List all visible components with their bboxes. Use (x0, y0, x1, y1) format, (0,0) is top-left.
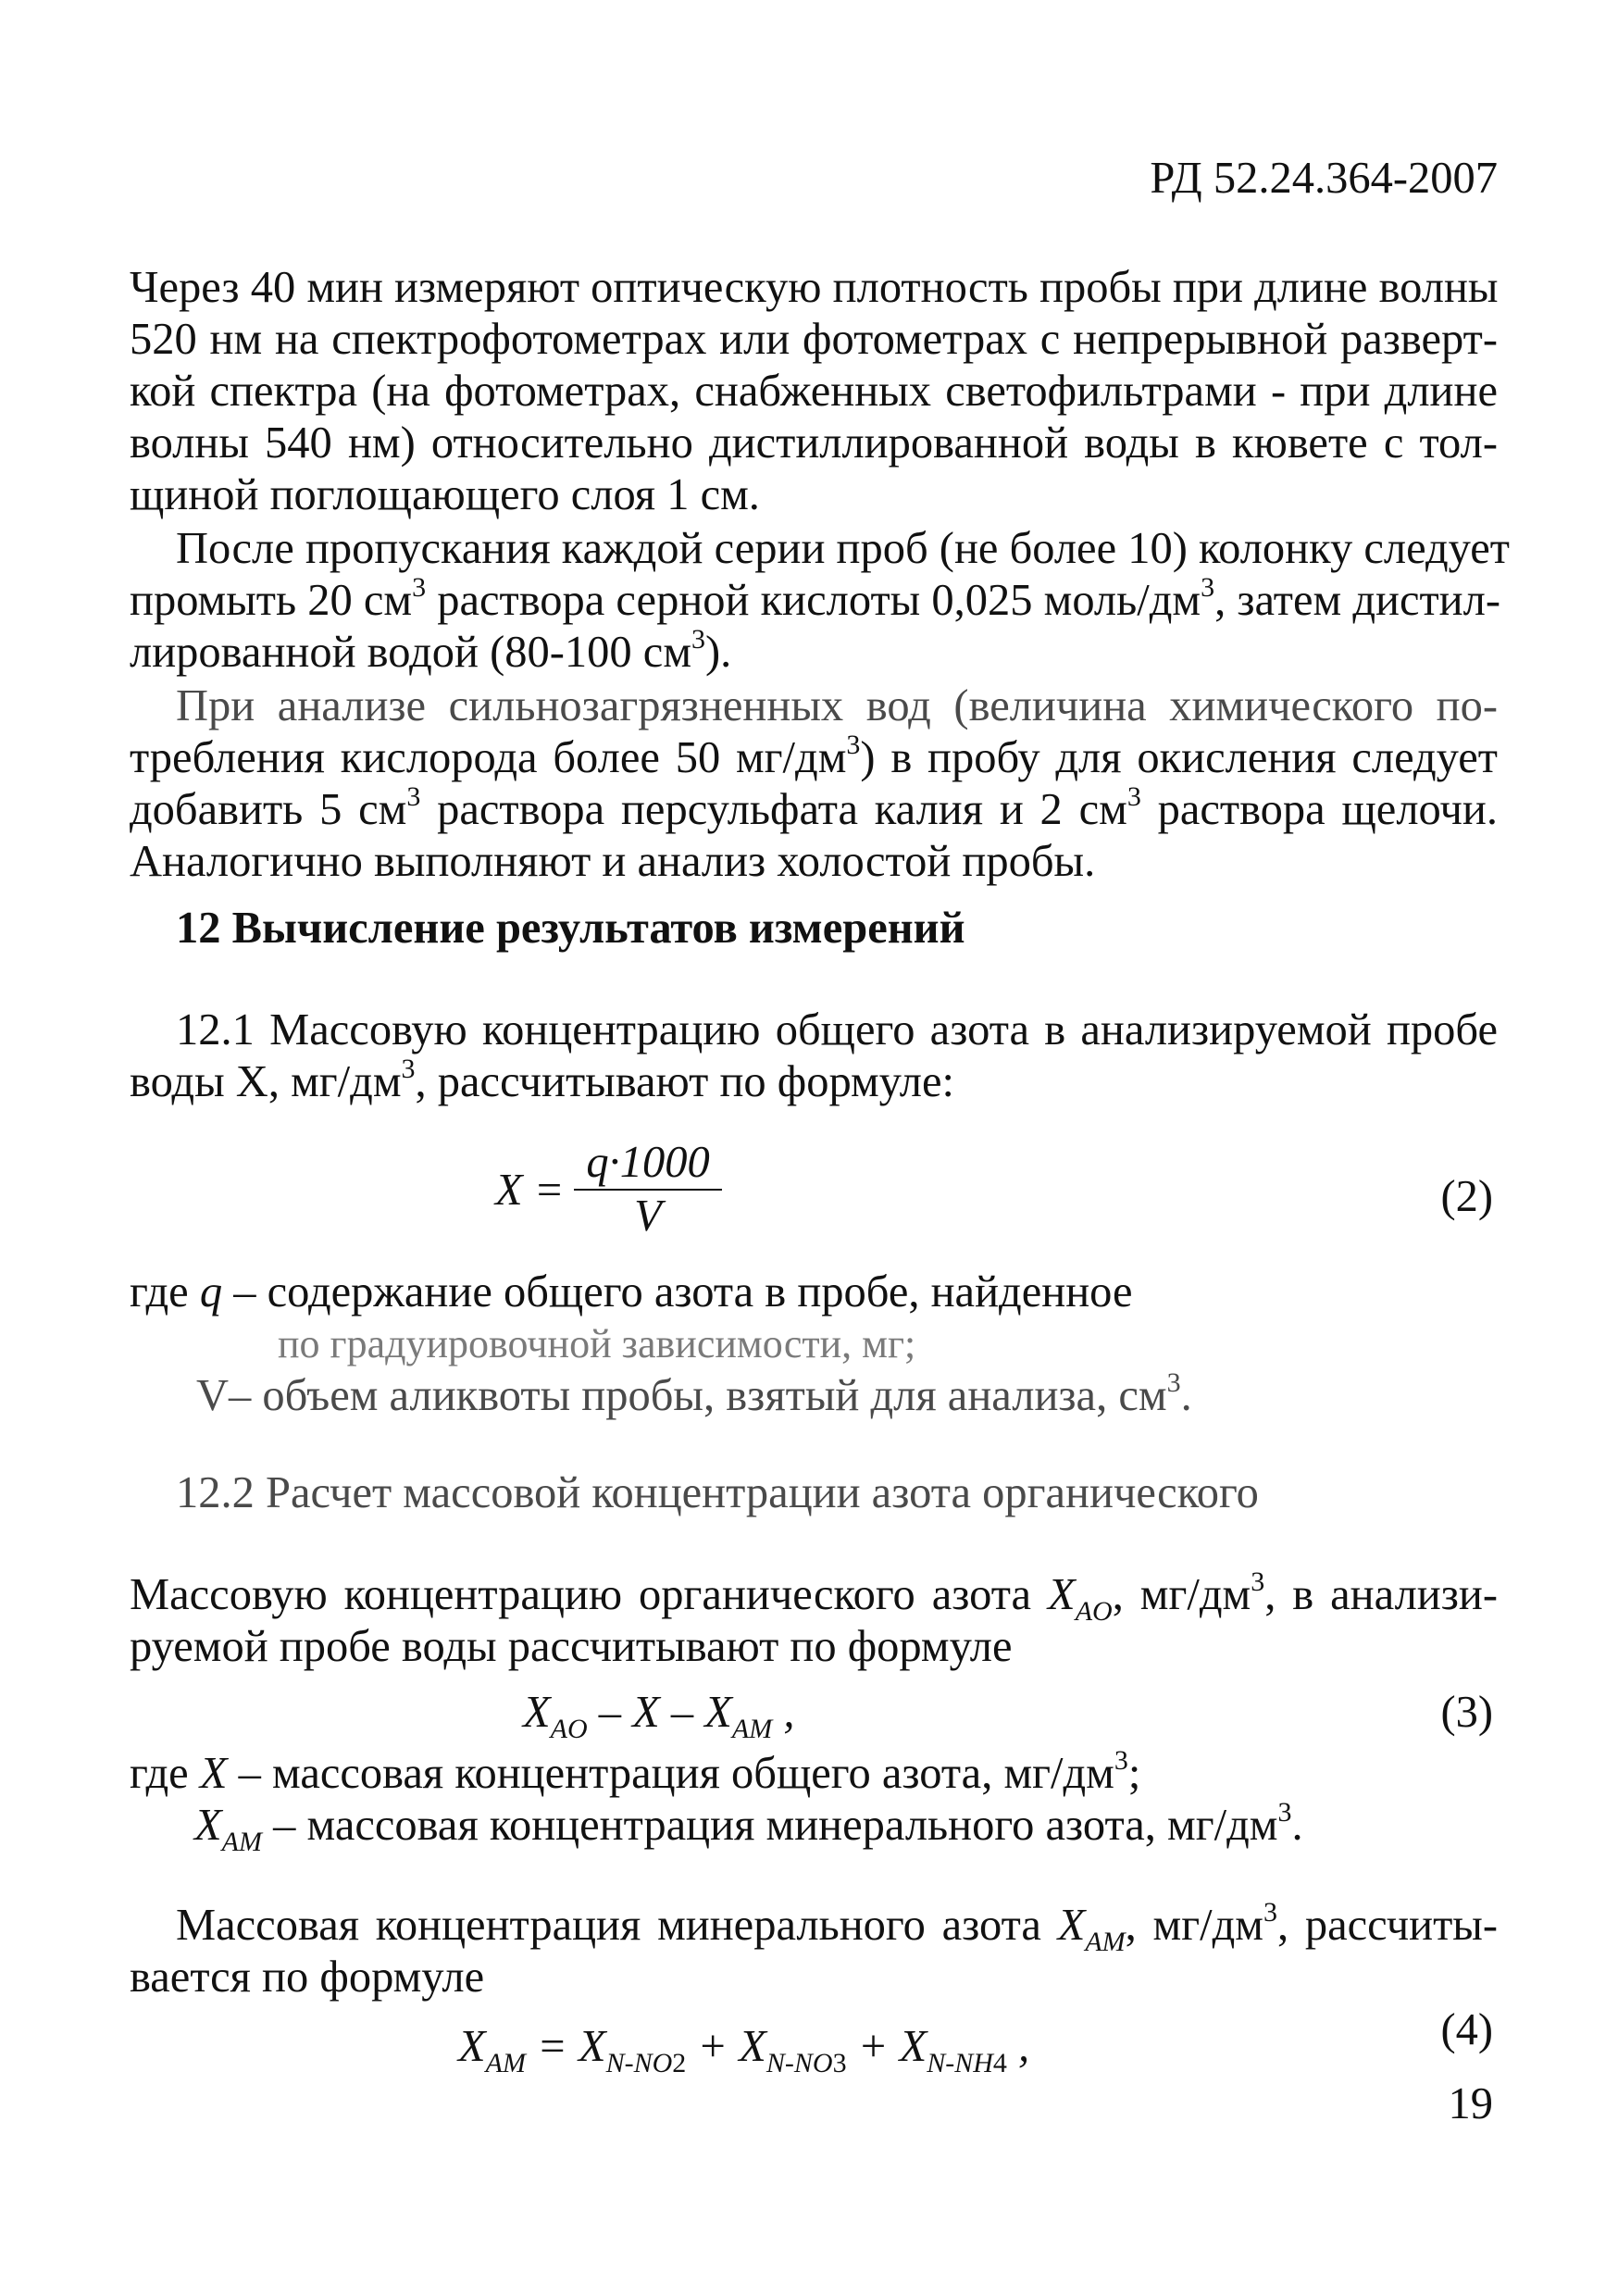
paragraph-line: кой спектра (на фотометрах, снабженных светофильтрами - при длине (130, 367, 1498, 416)
equation-number: (3) (1440, 1688, 1493, 1737)
where-line: где X – массовая концентрация общего азота, $мг/дм^3$; (130, 1745, 1141, 1798)
paragraph-line: 520 нм на спектрофотометрах или фотометрах с непрерывной разверт- (130, 315, 1498, 364)
paragraph-line: промыть 20 $см^3$ раствора серной кислоты 0,025 моль/$дм^3$, затем дистил- (130, 572, 1500, 625)
equation-number: (4) (1440, 2005, 1493, 2054)
page-number: 19 (1448, 2079, 1493, 2128)
paragraph-line: волны 540 нм) относительно дистиллированной воды в кювете с тол- (130, 418, 1498, 468)
paragraph-line: вается по формуле (130, 1953, 485, 2002)
paragraph-line: требления кислорода более 50 $мг/дм^3$) в пробу для окисления следует (130, 730, 1498, 782)
equation-number: (2) (1440, 1172, 1493, 1221)
document-code: РД 52.24.364-2007 (1150, 154, 1498, 203)
formula-2-denominator: V (634, 1192, 662, 1241)
formula-2-lhs: X = (495, 1166, 565, 1215)
paragraph-line: Массовая концентрация минерального азота $X_{AM}$, $мг/дм^3$, рассчиты- (176, 1897, 1498, 1957)
paragraph-line: Массовую концентрацию органического азота $X_{AO}$, $мг/дм^3$, в анализи- (130, 1566, 1498, 1627)
paragraph-line: добавить 5 $см^3$ раствора персульфата калия и 2 $см^3$ раствора щелочи. (130, 781, 1498, 834)
subsection-title: 12.2 Расчет массовой концентрации азота органического (176, 1468, 1259, 1517)
paragraph-line: Аналогично выполняют и анализ холостой пробы. (130, 837, 1096, 886)
formula-2-numerator: q·1000 (586, 1138, 710, 1187)
paragraph-line: лированной водой (80-100 $см^3$). (130, 624, 732, 677)
where-line: где q – содержание общего азота в пробе, найденное (130, 1267, 1133, 1316)
where-line: по градуировочной зависимости, мг; (278, 1321, 916, 1366)
paragraph-line: При анализе сильнозагрязненных вод (величина химического по- (176, 681, 1498, 730)
paragraph-line: воды X, $мг/дм^3$, рассчитывают по формуле: (130, 1054, 954, 1106)
section-heading: 12 Вычисление результатов измерений (176, 904, 965, 953)
where-line: $X_{AM}$ – массовая концентрация минерального азота, $мг/дм^3$. (194, 1797, 1303, 1857)
paragraph-line: Через 40 мин измеряют оптическую плотность пробы при длине волны (130, 263, 1499, 312)
paragraph-line: руемой пробе воды рассчитывают по формуле (130, 1622, 1013, 1671)
paragraph-line: 12.1 Массовую концентрацию общего азота в анализируемой пробе (176, 1005, 1498, 1054)
formula-4: $X_{AM} = X_{N-NO2} + X_{N-NO3} + X_{N-NH4}$ , (458, 2022, 1030, 2078)
paragraph-line: После пропускания каждой серии проб (не более 10) колонку следует (176, 524, 1511, 573)
paragraph-line: щиной поглощающего слоя 1 см. (130, 470, 760, 519)
where-line: V– объем аликвоты пробы, взятый для анализа, $см^3$. (196, 1367, 1192, 1420)
formula-3: $X_{AO}$ – X – $X_{AM}$ , (523, 1688, 795, 1744)
